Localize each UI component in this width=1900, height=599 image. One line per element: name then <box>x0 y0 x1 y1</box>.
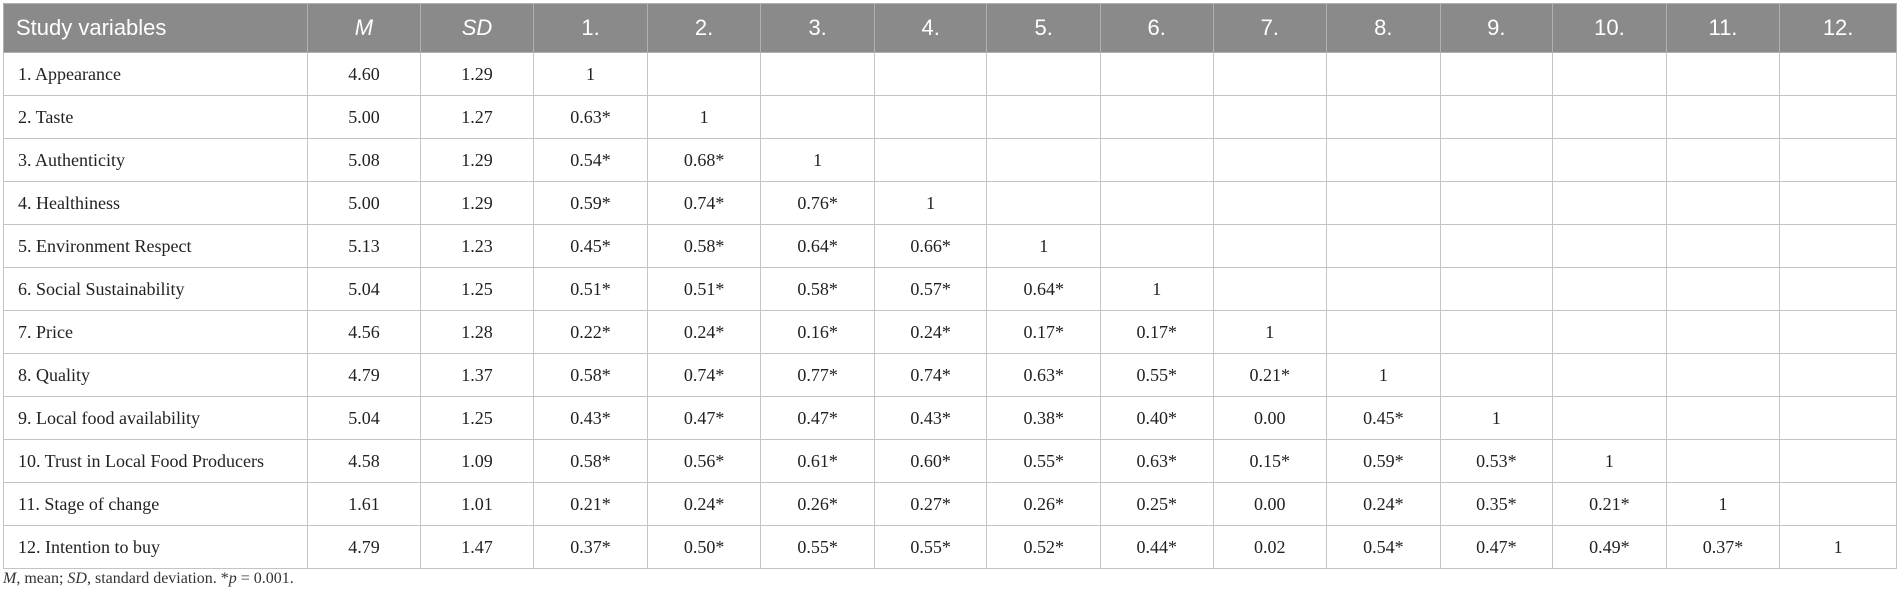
correlation-cell: 1 <box>1327 354 1441 397</box>
correlation-cell: 0.47* <box>1440 526 1553 569</box>
table-row <box>4 139 1897 182</box>
correlation-cell: 0.21* <box>534 483 648 526</box>
sd-cell: 1.27 <box>420 96 534 139</box>
correlation-cell: 0.55* <box>874 526 987 569</box>
correlation-cell <box>1666 225 1780 268</box>
correlation-cell <box>1553 139 1667 182</box>
correlation-cell: 0.37* <box>1666 526 1780 569</box>
correlation-cell <box>874 139 987 182</box>
correlation-cell <box>987 182 1101 225</box>
correlation-table <box>3 3 1897 569</box>
correlation-cell <box>1327 182 1441 225</box>
correlation-cell: 0.02 <box>1213 526 1327 569</box>
correlation-cell <box>1666 397 1780 440</box>
row-label: 11. Stage of change <box>4 483 308 526</box>
correlation-cell <box>1327 268 1441 311</box>
correlation-cell: 0.44* <box>1100 526 1213 569</box>
correlation-cell <box>1780 483 1897 526</box>
mean-cell: 4.58 <box>308 440 421 483</box>
footnote-p: p <box>228 570 237 587</box>
header-col: 1. <box>534 4 648 53</box>
header-col: 12. <box>1780 4 1897 53</box>
correlation-cell <box>1666 139 1780 182</box>
correlation-cell <box>1440 96 1553 139</box>
correlation-cell <box>987 96 1101 139</box>
correlation-cell <box>1553 268 1667 311</box>
header-col: 8. <box>1327 4 1441 53</box>
sd-cell: 1.29 <box>420 182 534 225</box>
sd-cell: 1.37 <box>420 354 534 397</box>
correlation-cell: 0.24* <box>647 311 761 354</box>
table-row <box>4 268 1897 311</box>
correlation-cell <box>1440 311 1553 354</box>
correlation-cell <box>1553 53 1667 96</box>
correlation-cell: 0.68* <box>647 139 761 182</box>
correlation-cell: 0.64* <box>987 268 1101 311</box>
correlation-cell: 0.27* <box>874 483 987 526</box>
correlation-cell: 1 <box>1553 440 1667 483</box>
mean-cell: 5.00 <box>308 182 421 225</box>
row-label: 9. Local food availability <box>4 397 308 440</box>
mean-cell: 5.04 <box>308 397 421 440</box>
correlation-cell <box>987 139 1101 182</box>
correlation-cell: 0.17* <box>1100 311 1213 354</box>
correlation-cell <box>1327 96 1441 139</box>
correlation-cell <box>1553 397 1667 440</box>
correlation-cell <box>1780 311 1897 354</box>
correlation-cell: 0.63* <box>987 354 1101 397</box>
table-row <box>4 96 1897 139</box>
correlation-cell <box>1327 53 1441 96</box>
correlation-cell <box>1780 354 1897 397</box>
correlation-cell <box>1213 268 1327 311</box>
correlation-cell: 0.00 <box>1213 483 1327 526</box>
correlation-cell <box>1440 225 1553 268</box>
correlation-cell: 0.47* <box>761 397 875 440</box>
correlation-cell <box>1100 182 1213 225</box>
table-row <box>4 483 1897 526</box>
correlation-cell <box>1780 96 1897 139</box>
correlation-cell <box>1100 139 1213 182</box>
correlation-cell <box>1440 53 1553 96</box>
row-label: 6. Social Sustainability <box>4 268 308 311</box>
sd-cell: 1.01 <box>420 483 534 526</box>
row-label: 10. Trust in Local Food Producers <box>4 440 308 483</box>
correlation-cell: 0.55* <box>987 440 1101 483</box>
correlation-cell <box>1553 96 1667 139</box>
correlation-cell: 0.21* <box>1553 483 1667 526</box>
correlation-cell: 0.76* <box>761 182 875 225</box>
correlation-cell <box>1553 354 1667 397</box>
correlation-cell <box>1780 397 1897 440</box>
row-label: 12. Intention to buy <box>4 526 308 569</box>
correlation-cell <box>1780 182 1897 225</box>
correlation-cell <box>1780 440 1897 483</box>
correlation-cell: 0.26* <box>987 483 1101 526</box>
correlation-cell: 0.38* <box>987 397 1101 440</box>
header-mean: M <box>308 4 421 53</box>
correlation-cell: 0.24* <box>874 311 987 354</box>
correlation-cell <box>1666 53 1780 96</box>
correlation-cell: 0.66* <box>874 225 987 268</box>
correlation-cell: 0.74* <box>874 354 987 397</box>
correlation-cell: 0.63* <box>534 96 648 139</box>
correlation-cell: 0.43* <box>534 397 648 440</box>
table-row <box>4 440 1897 483</box>
table-row <box>4 225 1897 268</box>
row-label: 4. Healthiness <box>4 182 308 225</box>
footnote-p-text: = 0.001. <box>236 570 294 587</box>
header-col: 7. <box>1213 4 1327 53</box>
correlation-cell: 0.58* <box>647 225 761 268</box>
correlation-cell: 0.21* <box>1213 354 1327 397</box>
correlation-cell: 1 <box>1213 311 1327 354</box>
correlation-cell <box>1440 139 1553 182</box>
correlation-cell <box>1213 139 1327 182</box>
row-label: 3. Authenticity <box>4 139 308 182</box>
correlation-cell <box>1780 53 1897 96</box>
header-col: 10. <box>1553 4 1667 53</box>
correlation-cell: 0.56* <box>647 440 761 483</box>
correlation-cell: 0.55* <box>761 526 875 569</box>
correlation-cell: 0.16* <box>761 311 875 354</box>
correlation-cell <box>1666 182 1780 225</box>
sd-cell: 1.25 <box>420 268 534 311</box>
correlation-cell <box>1666 354 1780 397</box>
correlation-cell: 0.64* <box>761 225 875 268</box>
correlation-cell: 0.63* <box>1100 440 1213 483</box>
correlation-cell <box>1666 268 1780 311</box>
correlation-cell: 0.53* <box>1440 440 1553 483</box>
correlation-cell <box>761 53 875 96</box>
correlation-cell: 0.59* <box>534 182 648 225</box>
correlation-cell <box>1553 182 1667 225</box>
correlation-cell: 1 <box>987 225 1101 268</box>
correlation-cell: 0.59* <box>1327 440 1441 483</box>
sd-cell: 1.29 <box>420 139 534 182</box>
header-col: 6. <box>1100 4 1213 53</box>
table-row <box>4 354 1897 397</box>
correlation-cell <box>1780 139 1897 182</box>
header-col: 4. <box>874 4 987 53</box>
mean-cell: 5.13 <box>308 225 421 268</box>
correlation-cell: 0.43* <box>874 397 987 440</box>
correlation-cell <box>987 53 1101 96</box>
header-col: 11. <box>1666 4 1780 53</box>
correlation-cell <box>647 53 761 96</box>
correlation-cell <box>1327 225 1441 268</box>
correlation-cell <box>1213 53 1327 96</box>
correlation-cell: 0.35* <box>1440 483 1553 526</box>
correlation-cell: 0.54* <box>534 139 648 182</box>
header-col: 5. <box>987 4 1101 53</box>
correlation-cell <box>1213 225 1327 268</box>
footnote-sd: SD <box>67 570 87 587</box>
correlation-cell: 0.60* <box>874 440 987 483</box>
correlation-cell: 0.50* <box>647 526 761 569</box>
correlation-cell: 0.37* <box>534 526 648 569</box>
row-label: 5. Environment Respect <box>4 225 308 268</box>
mean-cell: 4.60 <box>308 53 421 96</box>
correlation-cell <box>1213 182 1327 225</box>
correlation-cell <box>1327 311 1441 354</box>
header-col: 9. <box>1440 4 1553 53</box>
correlation-cell: 0.26* <box>761 483 875 526</box>
sd-cell: 1.25 <box>420 397 534 440</box>
correlation-cell: 0.58* <box>534 354 648 397</box>
correlation-cell <box>1440 354 1553 397</box>
correlation-cell <box>1780 225 1897 268</box>
correlation-cell: 0.25* <box>1100 483 1213 526</box>
footnote-m: M <box>3 570 17 587</box>
table-row <box>4 526 1897 569</box>
row-label: 7. Price <box>4 311 308 354</box>
correlation-cell: 0.17* <box>987 311 1101 354</box>
correlation-cell: 1 <box>1100 268 1213 311</box>
correlation-cell: 0.40* <box>1100 397 1213 440</box>
row-label: 2. Taste <box>4 96 308 139</box>
correlation-cell: 0.51* <box>647 268 761 311</box>
correlation-cell: 1 <box>1780 526 1897 569</box>
mean-cell: 4.56 <box>308 311 421 354</box>
table-row <box>4 53 1897 96</box>
footnote-m-text: , mean; <box>16 570 68 587</box>
correlation-cell <box>1666 96 1780 139</box>
correlation-cell <box>1553 311 1667 354</box>
correlation-cell: 0.15* <box>1213 440 1327 483</box>
header-sd: SD <box>420 4 534 53</box>
correlation-cell <box>1440 182 1553 225</box>
sd-cell: 1.47 <box>420 526 534 569</box>
correlation-cell: 0.54* <box>1327 526 1441 569</box>
correlation-cell: 0.49* <box>1553 526 1667 569</box>
table-row <box>4 311 1897 354</box>
correlation-cell: 0.22* <box>534 311 648 354</box>
correlation-cell: 0.52* <box>987 526 1101 569</box>
header-col: 2. <box>647 4 761 53</box>
mean-cell: 4.79 <box>308 526 421 569</box>
table-footnote <box>3 570 294 588</box>
correlation-cell: 0.57* <box>874 268 987 311</box>
mean-cell: 1.61 <box>308 483 421 526</box>
mean-cell: 5.00 <box>308 96 421 139</box>
sd-cell: 1.09 <box>420 440 534 483</box>
table-header-row <box>4 4 1897 53</box>
correlation-cell <box>874 53 987 96</box>
correlation-cell <box>1780 268 1897 311</box>
row-label: 8. Quality <box>4 354 308 397</box>
table-row <box>4 182 1897 225</box>
table-body <box>4 53 1897 569</box>
sd-cell: 1.28 <box>420 311 534 354</box>
correlation-cell <box>1327 139 1441 182</box>
correlation-cell <box>1100 96 1213 139</box>
sd-cell: 1.29 <box>420 53 534 96</box>
correlation-cell: 0.58* <box>534 440 648 483</box>
sd-cell: 1.23 <box>420 225 534 268</box>
correlation-cell: 0.74* <box>647 182 761 225</box>
correlation-cell: 0.24* <box>1327 483 1441 526</box>
correlation-cell <box>1100 225 1213 268</box>
correlation-cell: 0.24* <box>647 483 761 526</box>
correlation-cell <box>1666 311 1780 354</box>
header-col: 3. <box>761 4 875 53</box>
correlation-cell: 0.61* <box>761 440 875 483</box>
mean-cell: 5.08 <box>308 139 421 182</box>
row-label: 1. Appearance <box>4 53 308 96</box>
correlation-cell: 1 <box>1666 483 1780 526</box>
correlation-cell <box>1213 96 1327 139</box>
correlation-cell: 0.45* <box>1327 397 1441 440</box>
correlation-cell <box>761 96 875 139</box>
table-row <box>4 397 1897 440</box>
correlation-cell <box>1553 225 1667 268</box>
header-study-variables: Study variables <box>4 4 308 53</box>
footnote-sd-text: , standard deviation. * <box>86 570 229 587</box>
mean-cell: 4.79 <box>308 354 421 397</box>
correlation-cell: 0.00 <box>1213 397 1327 440</box>
correlation-cell: 1 <box>1440 397 1553 440</box>
correlation-cell: 0.47* <box>647 397 761 440</box>
correlation-cell <box>1440 268 1553 311</box>
correlation-cell: 0.58* <box>761 268 875 311</box>
correlation-cell: 0.74* <box>647 354 761 397</box>
correlation-cell <box>1666 440 1780 483</box>
correlation-cell: 1 <box>874 182 987 225</box>
correlation-cell: 1 <box>761 139 875 182</box>
correlation-cell: 0.77* <box>761 354 875 397</box>
correlation-cell: 0.51* <box>534 268 648 311</box>
correlation-cell: 1 <box>647 96 761 139</box>
correlation-cell: 0.55* <box>1100 354 1213 397</box>
correlation-cell: 1 <box>534 53 648 96</box>
mean-cell: 5.04 <box>308 268 421 311</box>
correlation-cell: 0.45* <box>534 225 648 268</box>
correlation-cell <box>1100 53 1213 96</box>
correlation-cell <box>874 96 987 139</box>
